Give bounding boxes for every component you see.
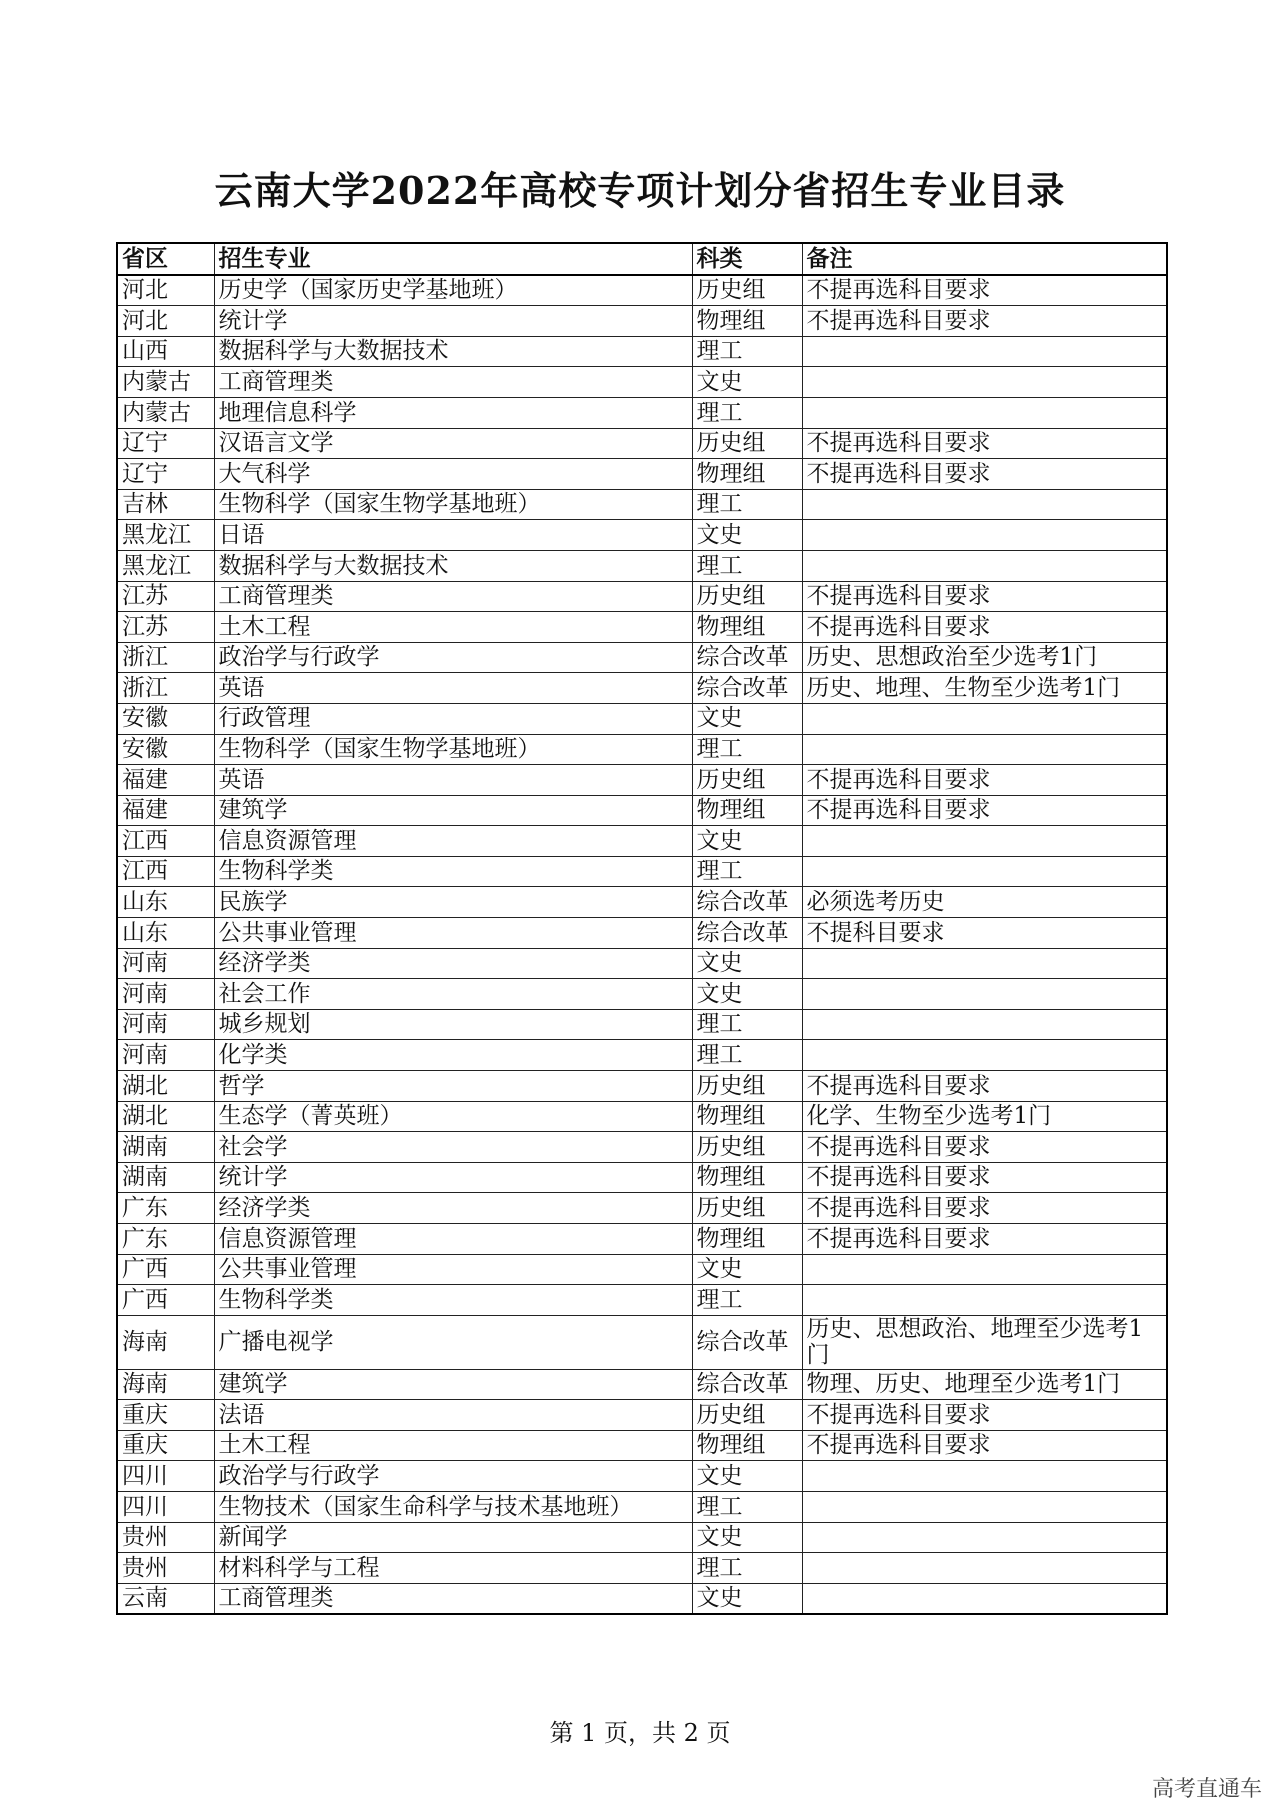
cell-remarks: 不提再选科目要求 bbox=[802, 612, 1167, 643]
cell-province: 浙江 bbox=[117, 673, 214, 704]
cell-remarks bbox=[802, 1461, 1167, 1492]
cell-category: 文史 bbox=[692, 1583, 802, 1614]
cell-major: 建筑学 bbox=[214, 1369, 692, 1400]
cell-province: 广西 bbox=[117, 1254, 214, 1285]
cell-remarks bbox=[802, 734, 1167, 765]
cell-province: 江苏 bbox=[117, 612, 214, 643]
table-row bbox=[117, 765, 1167, 796]
cell-province: 四川 bbox=[117, 1461, 214, 1492]
cell-major: 化学类 bbox=[214, 1040, 692, 1071]
cell-province: 河北 bbox=[117, 306, 214, 337]
cell-province: 湖南 bbox=[117, 1162, 214, 1193]
cell-category: 文史 bbox=[692, 367, 802, 398]
header-major: 招生专业 bbox=[214, 243, 692, 275]
cell-major: 民族学 bbox=[214, 887, 692, 918]
cell-remarks: 不提再选科目要求 bbox=[802, 1071, 1167, 1102]
cell-category: 历史组 bbox=[692, 1193, 802, 1224]
cell-remarks: 历史、思想政治至少选考1门 bbox=[802, 642, 1167, 673]
cell-major: 经济学类 bbox=[214, 1193, 692, 1224]
cell-province: 辽宁 bbox=[117, 428, 214, 459]
cell-category: 综合改革 bbox=[692, 673, 802, 704]
table-row bbox=[117, 918, 1167, 949]
cell-province: 江苏 bbox=[117, 581, 214, 612]
table-row bbox=[117, 826, 1167, 857]
table-row bbox=[117, 1071, 1167, 1102]
cell-remarks: 历史、地理、生物至少选考1门 bbox=[802, 673, 1167, 704]
table-row bbox=[117, 1285, 1167, 1316]
cell-province: 黑龙江 bbox=[117, 520, 214, 551]
cell-province: 重庆 bbox=[117, 1430, 214, 1461]
cell-province: 贵州 bbox=[117, 1553, 214, 1584]
cell-category: 文史 bbox=[692, 948, 802, 979]
cell-major: 经济学类 bbox=[214, 948, 692, 979]
table-row bbox=[117, 520, 1167, 551]
table-row bbox=[117, 734, 1167, 765]
cell-category: 文史 bbox=[692, 1461, 802, 1492]
table-body bbox=[117, 275, 1167, 1615]
table-row bbox=[117, 1193, 1167, 1224]
table-row bbox=[117, 1369, 1167, 1400]
table-row bbox=[117, 887, 1167, 918]
cell-province: 安徽 bbox=[117, 734, 214, 765]
cell-remarks bbox=[802, 1009, 1167, 1040]
cell-category: 文史 bbox=[692, 826, 802, 857]
table-row bbox=[117, 581, 1167, 612]
cell-major: 生物科学类 bbox=[214, 856, 692, 887]
cell-category: 综合改革 bbox=[692, 887, 802, 918]
table-row bbox=[117, 856, 1167, 887]
cell-remarks bbox=[802, 826, 1167, 857]
cell-province: 云南 bbox=[117, 1583, 214, 1614]
table-row bbox=[117, 336, 1167, 367]
cell-category: 物理组 bbox=[692, 306, 802, 337]
table-row bbox=[117, 979, 1167, 1010]
cell-remarks bbox=[802, 1522, 1167, 1553]
cell-category: 物理组 bbox=[692, 795, 802, 826]
cell-province: 黑龙江 bbox=[117, 550, 214, 581]
cell-remarks bbox=[802, 397, 1167, 428]
table-row bbox=[117, 642, 1167, 673]
cell-major: 政治学与行政学 bbox=[214, 642, 692, 673]
cell-category: 文史 bbox=[692, 520, 802, 551]
cell-remarks bbox=[802, 979, 1167, 1010]
cell-category: 理工 bbox=[692, 397, 802, 428]
cell-major: 数据科学与大数据技术 bbox=[214, 336, 692, 367]
cell-province: 河南 bbox=[117, 1040, 214, 1071]
cell-province: 福建 bbox=[117, 765, 214, 796]
cell-remarks bbox=[802, 856, 1167, 887]
cell-category: 理工 bbox=[692, 1040, 802, 1071]
cell-remarks: 不提再选科目要求 bbox=[802, 581, 1167, 612]
cell-major: 土木工程 bbox=[214, 612, 692, 643]
cell-major: 工商管理类 bbox=[214, 581, 692, 612]
table-row bbox=[117, 948, 1167, 979]
cell-major: 统计学 bbox=[214, 306, 692, 337]
cell-major: 社会工作 bbox=[214, 979, 692, 1010]
cell-remarks bbox=[802, 550, 1167, 581]
cell-category: 理工 bbox=[692, 734, 802, 765]
cell-category: 历史组 bbox=[692, 581, 802, 612]
cell-remarks bbox=[802, 948, 1167, 979]
table-row bbox=[117, 673, 1167, 704]
cell-major: 公共事业管理 bbox=[214, 1254, 692, 1285]
cell-province: 江西 bbox=[117, 856, 214, 887]
cell-remarks: 必须选考历史 bbox=[802, 887, 1167, 918]
cell-major: 公共事业管理 bbox=[214, 918, 692, 949]
cell-category: 物理组 bbox=[692, 1162, 802, 1193]
cell-remarks: 不提再选科目要求 bbox=[802, 428, 1167, 459]
table-row bbox=[117, 795, 1167, 826]
cell-major: 工商管理类 bbox=[214, 367, 692, 398]
cell-province: 广西 bbox=[117, 1285, 214, 1316]
table-row bbox=[117, 1461, 1167, 1492]
cell-category: 文史 bbox=[692, 1254, 802, 1285]
watermark: 高考直通车 bbox=[1151, 1777, 1262, 1802]
cell-major: 材料科学与工程 bbox=[214, 1553, 692, 1584]
table-row bbox=[117, 1132, 1167, 1163]
cell-province: 浙江 bbox=[117, 642, 214, 673]
cell-province: 内蒙古 bbox=[117, 397, 214, 428]
table-row bbox=[117, 1522, 1167, 1553]
cell-province: 福建 bbox=[117, 795, 214, 826]
cell-major: 生物技术（国家生命科学与技术基地班） bbox=[214, 1492, 692, 1523]
cell-category: 理工 bbox=[692, 1285, 802, 1316]
table-row bbox=[117, 1430, 1167, 1461]
cell-category: 理工 bbox=[692, 336, 802, 367]
table-row bbox=[117, 1162, 1167, 1193]
cell-remarks bbox=[802, 703, 1167, 734]
cell-remarks: 历史、思想政治、地理至少选考1门 bbox=[802, 1315, 1167, 1369]
cell-remarks: 不提再选科目要求 bbox=[802, 1400, 1167, 1431]
cell-province: 贵州 bbox=[117, 1522, 214, 1553]
table-row bbox=[117, 489, 1167, 520]
cell-province: 广东 bbox=[117, 1193, 214, 1224]
enrollment-table bbox=[116, 242, 1168, 1615]
cell-remarks bbox=[802, 489, 1167, 520]
header-category: 科类 bbox=[692, 243, 802, 275]
header-province: 省区 bbox=[117, 243, 214, 275]
cell-major: 大气科学 bbox=[214, 459, 692, 490]
cell-major: 政治学与行政学 bbox=[214, 1461, 692, 1492]
cell-major: 信息资源管理 bbox=[214, 1224, 692, 1255]
table-row bbox=[117, 1400, 1167, 1431]
cell-province: 山西 bbox=[117, 336, 214, 367]
table-row bbox=[117, 367, 1167, 398]
cell-category: 理工 bbox=[692, 489, 802, 520]
cell-major: 统计学 bbox=[214, 1162, 692, 1193]
cell-province: 山东 bbox=[117, 887, 214, 918]
cell-category: 理工 bbox=[692, 1009, 802, 1040]
cell-province: 广东 bbox=[117, 1224, 214, 1255]
cell-remarks: 化学、生物至少选考1门 bbox=[802, 1101, 1167, 1132]
cell-major: 生物科学（国家生物学基地班） bbox=[214, 489, 692, 520]
cell-category: 文史 bbox=[692, 979, 802, 1010]
cell-category: 历史组 bbox=[692, 1400, 802, 1431]
cell-province: 湖北 bbox=[117, 1071, 214, 1102]
table-row bbox=[117, 1224, 1167, 1255]
cell-major: 英语 bbox=[214, 765, 692, 796]
cell-major: 信息资源管理 bbox=[214, 826, 692, 857]
cell-province: 吉林 bbox=[117, 489, 214, 520]
cell-remarks: 不提再选科目要求 bbox=[802, 795, 1167, 826]
table-row bbox=[117, 1040, 1167, 1071]
cell-major: 数据科学与大数据技术 bbox=[214, 550, 692, 581]
table-row bbox=[117, 703, 1167, 734]
cell-remarks bbox=[802, 1285, 1167, 1316]
cell-remarks: 不提再选科目要求 bbox=[802, 459, 1167, 490]
cell-province: 内蒙古 bbox=[117, 367, 214, 398]
cell-remarks: 不提再选科目要求 bbox=[802, 1224, 1167, 1255]
cell-major: 汉语言文学 bbox=[214, 428, 692, 459]
cell-remarks: 不提再选科目要求 bbox=[802, 275, 1167, 306]
cell-category: 历史组 bbox=[692, 765, 802, 796]
cell-major: 广播电视学 bbox=[214, 1315, 692, 1369]
cell-category: 历史组 bbox=[692, 1071, 802, 1102]
cell-major: 生物科学（国家生物学基地班） bbox=[214, 734, 692, 765]
table-row bbox=[117, 428, 1167, 459]
cell-major: 社会学 bbox=[214, 1132, 692, 1163]
cell-major: 哲学 bbox=[214, 1071, 692, 1102]
cell-major: 生态学（菁英班） bbox=[214, 1101, 692, 1132]
cell-major: 日语 bbox=[214, 520, 692, 551]
cell-remarks bbox=[802, 520, 1167, 551]
cell-category: 文史 bbox=[692, 1522, 802, 1553]
cell-category: 综合改革 bbox=[692, 918, 802, 949]
table-row bbox=[117, 1254, 1167, 1285]
cell-category: 综合改革 bbox=[692, 642, 802, 673]
cell-category: 历史组 bbox=[692, 1132, 802, 1163]
cell-remarks: 物理、历史、地理至少选考1门 bbox=[802, 1369, 1167, 1400]
cell-remarks: 不提再选科目要求 bbox=[802, 1162, 1167, 1193]
cell-major: 工商管理类 bbox=[214, 1583, 692, 1614]
cell-category: 历史组 bbox=[692, 428, 802, 459]
table-row bbox=[117, 397, 1167, 428]
cell-category: 理工 bbox=[692, 856, 802, 887]
cell-province: 河南 bbox=[117, 1009, 214, 1040]
cell-major: 历史学（国家历史学基地班） bbox=[214, 275, 692, 306]
cell-province: 安徽 bbox=[117, 703, 214, 734]
table-row bbox=[117, 1101, 1167, 1132]
cell-remarks: 不提再选科目要求 bbox=[802, 1193, 1167, 1224]
cell-province: 河南 bbox=[117, 948, 214, 979]
table-row bbox=[117, 459, 1167, 490]
table-row bbox=[117, 1009, 1167, 1040]
cell-major: 法语 bbox=[214, 1400, 692, 1431]
cell-major: 建筑学 bbox=[214, 795, 692, 826]
table-row bbox=[117, 1553, 1167, 1584]
cell-province: 江西 bbox=[117, 826, 214, 857]
cell-major: 土木工程 bbox=[214, 1430, 692, 1461]
page-title: 云南大学2022年高校专项计划分省招生专业目录 bbox=[214, 168, 1066, 213]
cell-remarks bbox=[802, 336, 1167, 367]
table-row bbox=[117, 1492, 1167, 1523]
cell-remarks bbox=[802, 1492, 1167, 1523]
cell-remarks: 不提再选科目要求 bbox=[802, 1430, 1167, 1461]
cell-province: 重庆 bbox=[117, 1400, 214, 1431]
cell-remarks bbox=[802, 1040, 1167, 1071]
cell-major: 行政管理 bbox=[214, 703, 692, 734]
table-row bbox=[117, 1315, 1167, 1369]
cell-category: 物理组 bbox=[692, 1224, 802, 1255]
cell-province: 海南 bbox=[117, 1369, 214, 1400]
cell-category: 物理组 bbox=[692, 459, 802, 490]
cell-category: 物理组 bbox=[692, 1101, 802, 1132]
cell-remarks bbox=[802, 1583, 1167, 1614]
cell-category: 物理组 bbox=[692, 612, 802, 643]
cell-remarks: 不提科目要求 bbox=[802, 918, 1167, 949]
cell-province: 湖南 bbox=[117, 1132, 214, 1163]
cell-category: 理工 bbox=[692, 1492, 802, 1523]
header-remarks: 备注 bbox=[802, 243, 1167, 275]
cell-category: 历史组 bbox=[692, 275, 802, 306]
table-row bbox=[117, 1583, 1167, 1614]
cell-remarks bbox=[802, 1254, 1167, 1285]
table-header-row bbox=[117, 243, 1167, 275]
cell-province: 河南 bbox=[117, 979, 214, 1010]
table-row bbox=[117, 275, 1167, 306]
cell-province: 辽宁 bbox=[117, 459, 214, 490]
table-row bbox=[117, 306, 1167, 337]
cell-category: 理工 bbox=[692, 1553, 802, 1584]
cell-province: 四川 bbox=[117, 1492, 214, 1523]
cell-province: 河北 bbox=[117, 275, 214, 306]
cell-major: 生物科学类 bbox=[214, 1285, 692, 1316]
cell-remarks bbox=[802, 1553, 1167, 1584]
cell-category: 综合改革 bbox=[692, 1315, 802, 1369]
cell-remarks: 不提再选科目要求 bbox=[802, 1132, 1167, 1163]
cell-category: 文史 bbox=[692, 703, 802, 734]
cell-major: 英语 bbox=[214, 673, 692, 704]
cell-category: 理工 bbox=[692, 550, 802, 581]
cell-major: 新闻学 bbox=[214, 1522, 692, 1553]
cell-remarks bbox=[802, 367, 1167, 398]
cell-province: 海南 bbox=[117, 1315, 214, 1369]
cell-remarks: 不提再选科目要求 bbox=[802, 765, 1167, 796]
cell-major: 城乡规划 bbox=[214, 1009, 692, 1040]
cell-province: 山东 bbox=[117, 918, 214, 949]
table-row bbox=[117, 550, 1167, 581]
cell-province: 湖北 bbox=[117, 1101, 214, 1132]
page-footer: 第 1 页，共 2 页 bbox=[549, 1719, 731, 1747]
cell-category: 物理组 bbox=[692, 1430, 802, 1461]
cell-major: 地理信息科学 bbox=[214, 397, 692, 428]
table-row bbox=[117, 612, 1167, 643]
cell-category: 综合改革 bbox=[692, 1369, 802, 1400]
cell-remarks: 不提再选科目要求 bbox=[802, 306, 1167, 337]
